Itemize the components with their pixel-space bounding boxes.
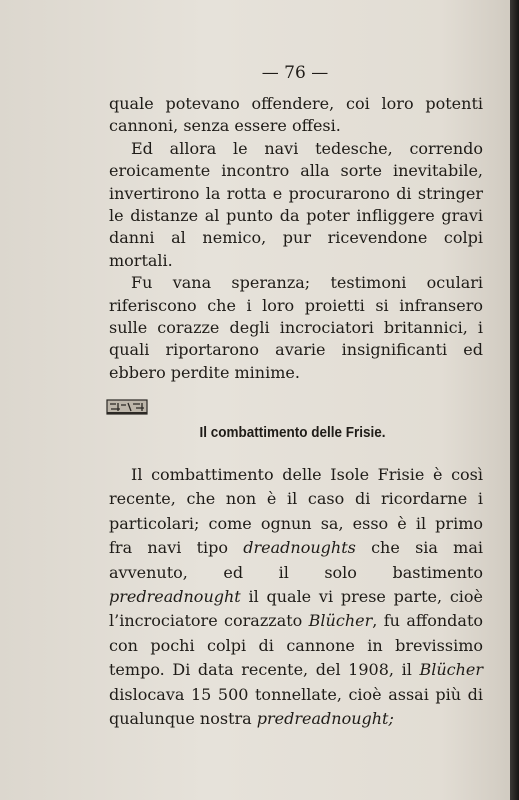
text-run: che sia mai avvenuto, ed il solo bastimento <box>109 538 483 582</box>
page-number: — 76 — <box>261 63 329 83</box>
ship-name: Blücher <box>419 660 483 680</box>
italic-term: predreadnought; <box>256 709 394 729</box>
body-text-bottom <box>109 463 483 731</box>
paragraph <box>109 463 483 731</box>
ship-name: Blücher <box>308 611 373 631</box>
text-run: dislocava 15 500 tonnellate, cioè assai più di qualunque nostra <box>109 684 483 729</box>
text-run: , fu affondato con pochi colpi di cannone in brevissimo tempo. Di data recente, del 1908, il <box>109 611 483 680</box>
library-stamp-icon <box>106 398 148 416</box>
paragraph: Fu vana speranza; testimoni oculari riferiscono che i loro proietti si infransero sulle corazze degli incrociatori britannici, i quali riportarono avarie insignificanti ed ebbero perdite minime. <box>109 273 483 382</box>
paragraph: quale potevano offendere, coi loro potenti cannoni, senza essere offesi. <box>109 94 483 136</box>
paragraph: Ed allora le navi tedesche, correndo eroicamente incontro alla sorte inevitabile, invertirono la rotta e procurarono di stringer le distanze al punto da poter infliggere gravi danni al nemico, pur ricevendone colpi mortali. <box>109 138 483 270</box>
text-run: il quale vi prese parte, cioè l’incrociatore corazzato <box>109 587 483 631</box>
body-text-top <box>109 93 483 384</box>
italic-term: dreadnoughts <box>243 538 356 558</box>
text-run: Il combattimento delle Isole Frisie è così recente, che non è il caso di ricordarne i particolari; come ognun sa, esso è il primo fra navi tipo <box>109 465 483 558</box>
section-heading: Il combattimento delle Frisie. <box>199 424 386 441</box>
italic-term: predreadnought <box>109 587 241 607</box>
page-edge-shadow <box>510 0 519 800</box>
